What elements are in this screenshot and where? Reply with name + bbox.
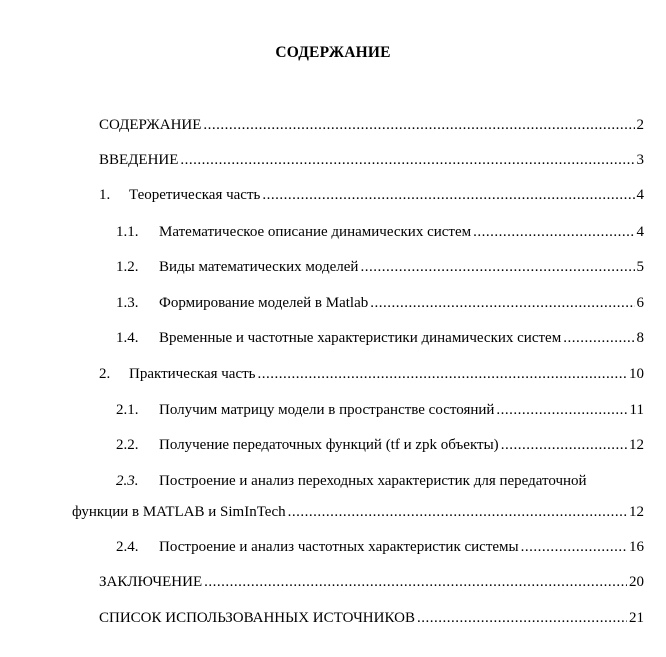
- toc-page-number: 8: [636, 330, 644, 346]
- toc-leader-dots: [417, 610, 627, 627]
- toc-entry-text: Виды математических моделей: [159, 259, 359, 275]
- toc-page-number: 20: [629, 574, 644, 590]
- toc-entry-text: СПИСОК ИСПОЛЬЗОВАННЫХ ИСТОЧНИКОВ: [99, 610, 415, 626]
- toc-entry-text: СОДЕРЖАНИЕ: [99, 117, 202, 133]
- toc-page-number: 11: [629, 402, 644, 418]
- toc-leader-dots: [288, 504, 627, 521]
- toc-entry-number: 1.: [99, 187, 111, 203]
- toc-entry-number: 2.: [99, 366, 111, 382]
- toc-page-number: 12: [629, 504, 644, 520]
- toc-entry-section-1-2[interactable]: [116, 259, 644, 279]
- toc-entry-text: Построение и анализ переходных характеристик для передаточной: [159, 473, 587, 489]
- toc-entry-number: 2.4.: [116, 539, 139, 555]
- toc-leader-dots: [360, 259, 634, 276]
- toc-entry-number: 1.4.: [116, 330, 139, 346]
- toc-leader-dots: [180, 152, 634, 169]
- toc-entry-text: Получим матрицу модели в пространстве состояний: [159, 402, 495, 418]
- toc-entry-section-2[interactable]: [99, 366, 644, 386]
- toc-entry-contents[interactable]: [99, 117, 644, 137]
- toc-page-number: 5: [636, 259, 644, 275]
- toc-entry-conclusion[interactable]: [99, 574, 644, 594]
- toc-entry-section-2-4[interactable]: [116, 539, 644, 559]
- toc-entry-text: Построение и анализ частотных характеристик системы: [159, 539, 519, 555]
- page-title: СОДЕРЖАНИЕ: [275, 44, 391, 61]
- toc-entry-text: Формирование моделей в Matlab: [159, 295, 369, 311]
- toc-leader-dots: [203, 117, 634, 134]
- toc-entry-section-1-4[interactable]: [116, 330, 644, 350]
- toc-page-number: 4: [636, 224, 644, 240]
- toc-entry-number: 1.1.: [116, 224, 139, 240]
- toc-entry-section-2-1[interactable]: [116, 402, 644, 422]
- toc-entry-text: ЗАКЛЮЧЕНИЕ: [99, 574, 203, 590]
- toc-leader-dots: [563, 330, 634, 347]
- toc-leader-dots: [501, 437, 627, 454]
- toc-page-number: 6: [636, 295, 644, 311]
- toc-page-number: 12: [629, 437, 644, 453]
- toc-entry-number: 1.3.: [116, 295, 139, 311]
- toc-entry-section-2-3[interactable]: [72, 504, 644, 524]
- toc-entry-section-1-1[interactable]: [116, 224, 644, 244]
- toc-entry-text: Теоретическая часть: [129, 187, 261, 203]
- toc-page-number: 3: [636, 152, 644, 168]
- toc-entry-text: ВВЕДЕНИЕ: [99, 152, 179, 168]
- toc-leader-dots: [262, 187, 634, 204]
- toc-page-number: 4: [636, 187, 644, 203]
- toc-leader-dots: [521, 539, 627, 556]
- toc-leader-dots: [473, 224, 634, 241]
- toc-entry-text: Математическое описание динамических систем: [159, 224, 472, 240]
- toc-page-number: 16: [629, 539, 644, 555]
- toc-leader-dots: [258, 366, 627, 383]
- toc-entry-introduction[interactable]: [99, 152, 644, 172]
- toc-entry-number: 2.1.: [116, 402, 139, 418]
- toc-entry-text: Практическая часть: [129, 366, 256, 382]
- toc-leader-dots: [204, 574, 627, 591]
- toc-page-number: 2: [636, 117, 644, 133]
- toc-entry-number: 2.3.: [116, 473, 139, 489]
- toc-entry-section-2-3-first-line[interactable]: [116, 473, 587, 493]
- toc-entry-text-continued: функции в MATLAB и SimInTech: [72, 504, 286, 520]
- toc-leader-dots: [370, 295, 634, 312]
- toc-entry-text: Получение передаточных функций (tf и zpk объекты): [159, 437, 499, 453]
- toc-page-number: 10: [629, 366, 644, 382]
- toc-entry-section-2-2[interactable]: [116, 437, 644, 457]
- toc-page-number: 21: [629, 610, 644, 626]
- toc-entry-text: Временные и частотные характеристики динамических систем: [159, 330, 562, 346]
- toc-entry-references[interactable]: [99, 610, 644, 630]
- toc-entry-section-1-3[interactable]: [116, 295, 644, 315]
- toc-leader-dots: [496, 402, 627, 419]
- toc-entry-section-1[interactable]: [99, 187, 644, 207]
- toc-entry-number: 2.2.: [116, 437, 139, 453]
- toc-entry-number: 1.2.: [116, 259, 139, 275]
